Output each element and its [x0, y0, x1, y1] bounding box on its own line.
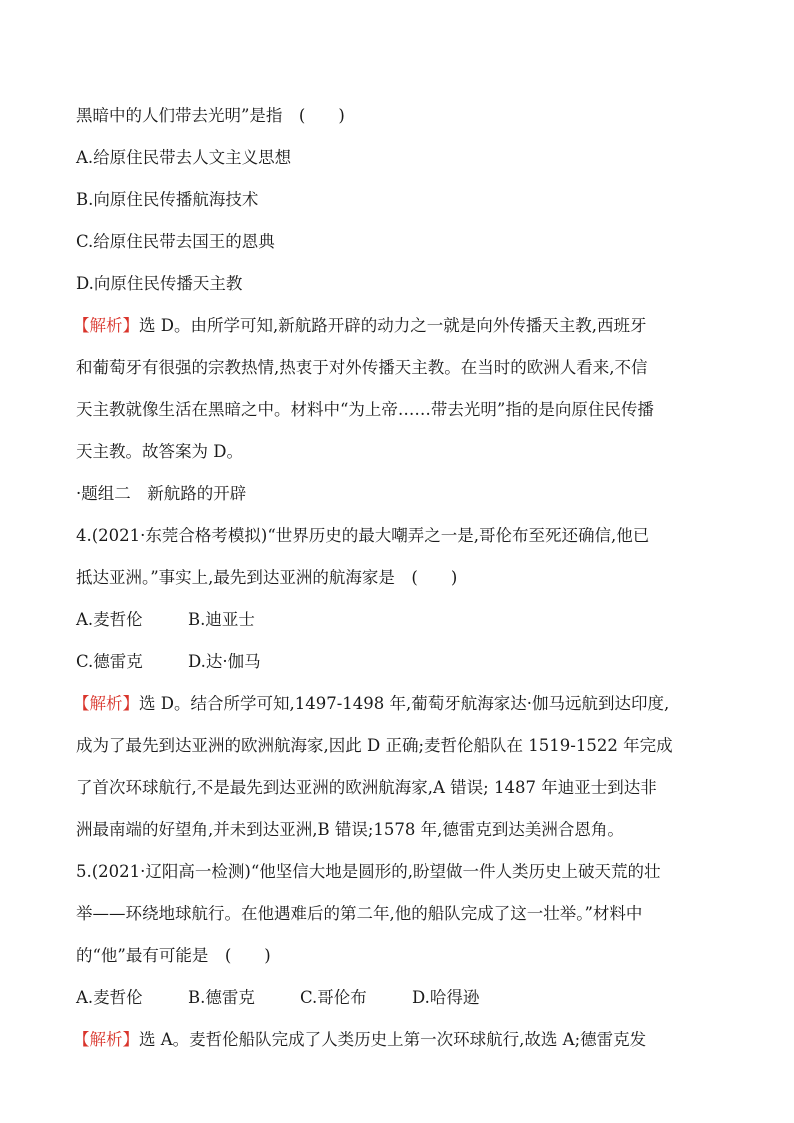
- question-5-line-2: 举——环绕地球航行。在他遇难后的第二年,他的船队完成了这一壮举。”材料中: [76, 904, 643, 923]
- question-5-option-a: A.麦哲伦: [76, 988, 143, 1007]
- answer-3-line-1: [73, 312, 647, 340]
- question-5-option-b: B.德雷克: [188, 988, 255, 1007]
- question-4-option-d: D.达·伽马: [188, 652, 261, 671]
- answer-5-text-1: 选 A。麦哲伦船队完成了人类历史上第一次环球航行,故选 A;德雷克发: [139, 1030, 647, 1049]
- analysis-tag: 【解析】: [73, 694, 139, 713]
- question-3-stem-end: 黑暗中的人们带去光明”是指 ( ): [76, 106, 345, 125]
- answer-4-line-2: 成为了最先到达亚洲的欧洲航海家,因此 D 正确;麦哲伦船队在 1519-1522 年完成: [76, 736, 673, 755]
- answer-4-line-1: [73, 690, 670, 718]
- answer-4-line-3: 了首次环球航行,不是最先到达亚洲的欧洲航海家,A 错误; 1487 年迪亚士到达非: [76, 778, 657, 797]
- answer-5-line-1: [73, 1026, 647, 1054]
- question-3-option-d: D.向原住民传播天主教: [76, 274, 243, 293]
- answer-4-text-1: 选 D。结合所学可知,1497-1498 年,葡萄牙航海家达·伽马远航到达印度,: [139, 694, 670, 713]
- answer-3-line-2: 和葡萄牙有很强的宗教热情,热衷于对外传播天主教。在当时的欧洲人看来,不信: [76, 358, 648, 377]
- question-5-options-row: [76, 984, 479, 1012]
- analysis-tag: 【解析】: [73, 1030, 139, 1049]
- answer-3-text-1: 选 D。由所学可知,新航路开辟的动力之一就是向外传播天主教,西班牙: [139, 316, 647, 335]
- question-4-option-a: A.麦哲伦: [76, 610, 143, 629]
- question-4-line-2: 抵达亚洲。”事实上,最先到达亚洲的航海家是 ( ): [76, 568, 458, 587]
- question-5-line-1: 5.(2021·辽阳高一检测)“他坚信大地是圆形的,盼望做一件人类历史上破天荒的壮: [76, 862, 661, 881]
- question-3-option-c: C.给原住民带去国王的恩典: [76, 232, 275, 251]
- question-4-option-b: B.迪亚士: [188, 610, 255, 629]
- answer-3-line-3: 天主教就像生活在黑暗之中。材料中“为上帝……带去光明”指的是向原住民传播: [76, 400, 654, 419]
- question-4-options-row-2: [76, 648, 261, 676]
- question-3-option-a: A.给原住民带去人文主义思想: [76, 148, 292, 167]
- question-4-line-1: 4.(2021·东莞合格考模拟)“世界历史的最大嘲弄之一是,哥伦布至死还确信,他已: [76, 526, 650, 545]
- group-2-heading: ·题组二 新航路的开辟: [76, 484, 247, 503]
- question-4-options-row-1: [76, 606, 255, 634]
- answer-3-line-4: 天主教。故答案为 D。: [76, 442, 243, 461]
- analysis-tag: 【解析】: [73, 316, 139, 335]
- question-5-option-d: D.哈得逊: [412, 988, 480, 1007]
- answer-4-line-4: 洲最南端的好望角,并未到达亚洲,B 错误;1578 年,德雷克到达美洲合恩角。: [76, 820, 624, 839]
- question-5-line-3: 的“他”最有可能是 ( ): [76, 946, 271, 965]
- question-5-option-c: C.哥伦布: [300, 988, 367, 1007]
- question-3-option-b: B.向原住民传播航海技术: [76, 190, 259, 209]
- question-4-option-c: C.德雷克: [76, 652, 143, 671]
